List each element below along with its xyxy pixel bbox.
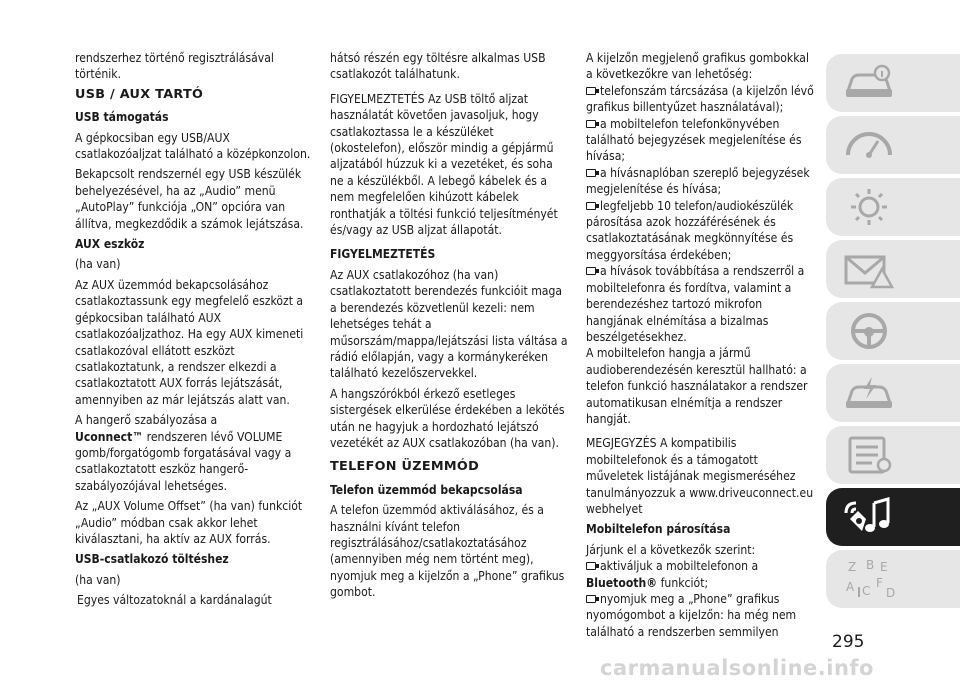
bullet-item: a hívások továbbítása a rendszerről a mobiltelefonra és fordítva, valamint a berendezéshez tartozó mikrofon hangjának elnémítása a bizalmas beszélgetésekhez. bbox=[586, 264, 805, 344]
subheading-aux-device: AUX eszköz bbox=[75, 237, 145, 252]
paragraph: A hangerő szabályozása a Uconnect™ rendszeren lévő VOLUME gomb/forgatógomb forgatásával vagy a csatlakoztatott eszköz hangerő-szabályozójával lehetséges. bbox=[75, 413, 292, 493]
paragraph: hátsó részén egy töltésre alkalmas USB csatlakozót találhatunk. bbox=[330, 51, 546, 82]
index-icon bbox=[842, 559, 896, 599]
bullet-item: legfeljebb 10 telefon/audiokészülék párosítása azok hozzáférésének és csatlakoztatásának megkönnyítése és meggyorsítása érdekében; bbox=[586, 198, 794, 262]
emergency-icon bbox=[842, 373, 896, 413]
tab-index[interactable] bbox=[826, 550, 960, 608]
tab-service[interactable] bbox=[826, 426, 960, 484]
tab-lights[interactable] bbox=[826, 178, 960, 236]
paragraph: Az AUX csatlakozóhoz (ha van) csatlakoztatott berendezés funkcióit maga a berendezés közvetlenül kezeli: nem lehetséges tehát a műsorszám/mappa/lejátszási lista váltása a rádió előlapján, vagy a kormánykeréken található kezelőszervekkel. bbox=[330, 267, 568, 381]
bullet-icon bbox=[586, 120, 596, 128]
svg-text:C: C bbox=[862, 584, 871, 598]
paragraph: Az AUX üzemmód bekapcsolásához csatlakoztassunk egy megfelelő eszközt a gépkocsiban található AUX csatlakozóaljzathoz. Ha egy AUX kimeneti csatlakozóval ellátott eszközt csatlakoztatunk, a rendszer elkezdi a csatlakoztatott AUX forrás lejátszását, amennyiben az már lejátszás alatt van. bbox=[75, 277, 304, 407]
subheading-usb-charger: USB-csatlakozó töltéshez bbox=[75, 552, 229, 567]
paragraph: A mobiltelefon hangja a jármű audioberendezésén keresztül hallható: a telefon funkció használatakor a rendszer automatikusan elnémítja a rendszer hangját. bbox=[586, 346, 808, 426]
tab-warnings[interactable] bbox=[826, 240, 960, 298]
paragraph: A telefon üzemmód aktiválásához, és a használni kívánt telefon regisztrálásához/csatlakoztatásához (amennyiben még nem történt meg), nyomjuk meg a kijelzőn a „Phone” grafikus gombot. bbox=[330, 503, 565, 600]
svg-text:E: E bbox=[880, 560, 888, 574]
dashboard-icon bbox=[842, 125, 896, 165]
paragraph: FIGYELMEZTETÉS Az USB töltő aljzat használatát követően javasoljuk, hogy csatlakoztassa le a készüléket (okostelefon), először mindig a gépjármű aljzatából húzzuk ki a vezetéket, és soha ne a készülékből. A lebegő kábelek és a nem megfelelően kihúzott kábelek ronthatják a töltési funkció teljesítményét és/vagy az USB aljzat állapotát. bbox=[330, 91, 558, 238]
subheading-usb-support: USB támogatás bbox=[75, 110, 169, 125]
paragraph: Az „AUX Volume Offset” (ha van) funkciót „Audio” módban csak akkor lehet kiválasztani, ha aktív az AUX forrás. bbox=[75, 499, 303, 546]
car-info-icon bbox=[842, 63, 896, 103]
paragraph: Bekapcsolt rendszernél egy USB készülék behelyezésével, ha az „Audio” menü „AutoPlay” funkciója „ON” opcióra van állítva, megkezdődik a számok lejátszása. bbox=[75, 167, 304, 231]
bullet-item: aktiváljuk a mobiltelefonon a Bluetooth® funkciót; bbox=[586, 559, 759, 590]
tab-steering[interactable] bbox=[826, 302, 960, 360]
subheading-warning: FIGYELMEZTETÉS bbox=[330, 247, 436, 262]
text-column-1 bbox=[75, 50, 311, 613]
page-number: 295 bbox=[832, 632, 865, 652]
bullet-icon bbox=[586, 595, 596, 603]
subheading-phone-activation: Telefon üzemmód bekapcsolása bbox=[330, 482, 523, 497]
svg-text:B: B bbox=[866, 559, 875, 572]
mail-warning-icon bbox=[842, 249, 896, 289]
bullet-icon bbox=[586, 202, 596, 210]
paragraph: rendszerhez történő regisztrálásával történik. bbox=[75, 51, 274, 82]
steering-wheel-icon bbox=[842, 311, 896, 351]
paragraph: Járjunk el a következők szerint: bbox=[586, 542, 756, 557]
text-column-2 bbox=[330, 50, 568, 605]
paragraph: Egyes változatoknál a kardánalagút bbox=[77, 593, 272, 608]
svg-text:F: F bbox=[876, 576, 883, 590]
svg-text:D: D bbox=[886, 586, 896, 599]
bullet-icon bbox=[586, 87, 596, 95]
bullet-icon bbox=[586, 267, 596, 275]
svg-text:A: A bbox=[846, 580, 855, 594]
bullet-icon bbox=[586, 562, 596, 570]
tab-emergency[interactable] bbox=[826, 364, 960, 422]
tab-car-info[interactable] bbox=[826, 54, 960, 112]
text-column-3 bbox=[586, 50, 818, 640]
watermark: carmanualsonline.info bbox=[600, 656, 874, 680]
bullet-item: telefonszám tárcsázása (a kijelzőn lévő grafikus billentyűzet használatával); bbox=[586, 83, 814, 115]
svg-text:Z: Z bbox=[848, 560, 857, 574]
paragraph: MEGJEGYZÉS A kompatibilis mobiltelefonok és a támogatott műveletek listájának megismeréséhez tanulmányozzuk a www.driveuconnect.eu webhelyet bbox=[586, 436, 814, 516]
bullet-item: a hívásnaplóban szereplő bejegyzések megjelenítése és hívása; bbox=[586, 165, 810, 197]
tab-dashboard[interactable] bbox=[826, 116, 960, 174]
multimedia-icon bbox=[842, 497, 896, 537]
paragraph: A hangszórókból érkező esetleges sistergések elkerülése érdekében a lekötés után ne hagyjuk a hordozható lejátszó vezetékét az AUX csatlakozóban (ha van). bbox=[330, 386, 565, 450]
section-heading-usb-aux: USB / AUX TARTÓ bbox=[75, 86, 204, 102]
bullet-icon bbox=[586, 169, 596, 177]
paragraph: A kijelzőn megjelenő grafikus gombokkal a következőkre van lehetőség: bbox=[586, 51, 809, 82]
bullet-item: nyomjuk meg a „Phone” grafikus nyomógombot a kijelzőn: ha még nem található a rendszerben semmilyen bbox=[586, 592, 797, 639]
service-list-icon bbox=[842, 435, 896, 475]
paragraph: (ha van) bbox=[75, 257, 121, 272]
bullet-item: a mobiltelefon telefonkönyvében található bejegyzések megjelenítése és hívása; bbox=[586, 116, 802, 164]
subheading-pairing: Mobiltelefon párosítása bbox=[586, 522, 731, 537]
paragraph: A gépkocsiban egy USB/AUX csatlakozóaljzat található a középkonzolon. bbox=[75, 130, 311, 162]
tab-multimedia[interactable] bbox=[826, 488, 960, 546]
paragraph: (ha van) bbox=[75, 572, 121, 587]
section-heading-phone-mode: TELEFON ÜZEMMÓD bbox=[330, 459, 480, 475]
lights-icon bbox=[842, 187, 896, 227]
